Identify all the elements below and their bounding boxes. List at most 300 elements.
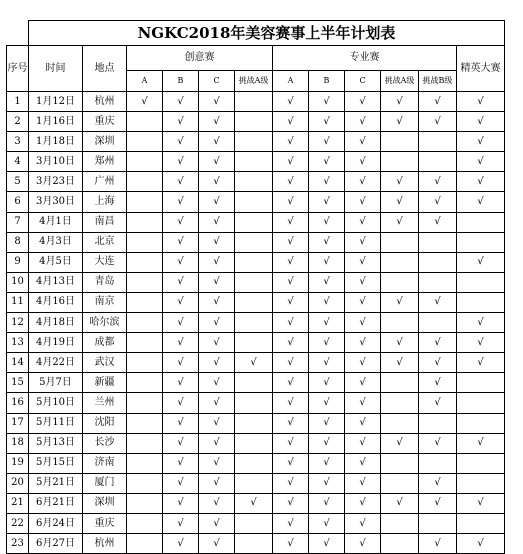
row-city: 南京 — [83, 292, 127, 312]
row-date: 5月21日 — [29, 473, 83, 493]
table-row — [7, 192, 505, 212]
table-row — [7, 313, 505, 333]
check-mark: √ — [419, 292, 457, 312]
empty-cell — [235, 232, 273, 252]
check-mark: √ — [309, 232, 345, 252]
check-mark: √ — [163, 292, 199, 312]
empty-cell — [235, 152, 273, 172]
header-pro-a: A — [273, 71, 309, 92]
row-date: 4月16日 — [29, 292, 83, 312]
check-mark: √ — [309, 353, 345, 373]
check-mark: √ — [309, 252, 345, 272]
check-mark: √ — [199, 534, 235, 554]
empty-cell — [235, 92, 273, 112]
empty-cell — [419, 513, 457, 533]
row-number: 21 — [7, 493, 29, 513]
check-mark: √ — [273, 413, 309, 433]
table-row — [7, 473, 505, 493]
header-creative: 创意赛 — [127, 46, 273, 71]
check-mark: √ — [163, 473, 199, 493]
check-mark: √ — [163, 313, 199, 333]
title-row — [7, 21, 505, 46]
check-mark: √ — [199, 353, 235, 373]
empty-cell — [235, 272, 273, 292]
table-row — [7, 152, 505, 172]
check-mark: √ — [163, 393, 199, 413]
check-mark: √ — [345, 212, 381, 232]
empty-cell — [127, 272, 163, 292]
table-row — [7, 453, 505, 473]
row-city: 沈阳 — [83, 413, 127, 433]
row-number: 14 — [7, 353, 29, 373]
empty-cell — [235, 333, 273, 353]
check-mark: √ — [419, 433, 457, 453]
check-mark: √ — [345, 252, 381, 272]
check-mark: √ — [163, 112, 199, 132]
check-mark: √ — [381, 92, 419, 112]
check-mark: √ — [419, 534, 457, 554]
empty-cell — [235, 313, 273, 333]
empty-cell — [235, 433, 273, 453]
row-city: 上海 — [83, 192, 127, 212]
header-professional: 专业赛 — [273, 46, 457, 71]
check-mark: √ — [163, 132, 199, 152]
row-number: 16 — [7, 393, 29, 413]
check-mark: √ — [457, 192, 505, 212]
empty-cell — [381, 413, 419, 433]
check-mark: √ — [273, 333, 309, 353]
row-date: 5月13日 — [29, 433, 83, 453]
empty-cell — [381, 393, 419, 413]
check-mark: √ — [419, 172, 457, 192]
check-mark: √ — [199, 373, 235, 393]
check-mark: √ — [457, 152, 505, 172]
empty-cell — [235, 373, 273, 393]
check-mark: √ — [381, 353, 419, 373]
table-row — [7, 112, 505, 132]
row-city: 大连 — [83, 252, 127, 272]
check-mark: √ — [309, 172, 345, 192]
row-number: 2 — [7, 112, 29, 132]
check-mark: √ — [381, 333, 419, 353]
check-mark: √ — [199, 313, 235, 333]
row-date: 3月30日 — [29, 192, 83, 212]
table-row — [7, 212, 505, 232]
check-mark: √ — [345, 393, 381, 413]
check-mark: √ — [345, 433, 381, 453]
empty-cell — [235, 292, 273, 312]
row-city: 杭州 — [83, 534, 127, 554]
check-mark: √ — [345, 192, 381, 212]
header-place: 地点 — [83, 46, 127, 92]
check-mark: √ — [381, 212, 419, 232]
check-mark: √ — [309, 192, 345, 212]
table-row — [7, 534, 505, 554]
empty-cell — [127, 513, 163, 533]
row-date: 4月1日 — [29, 212, 83, 232]
row-number: 18 — [7, 433, 29, 453]
row-number: 19 — [7, 453, 29, 473]
check-mark: √ — [309, 272, 345, 292]
check-mark: √ — [457, 433, 505, 453]
empty-cell — [419, 272, 457, 292]
check-mark: √ — [457, 333, 505, 353]
check-mark: √ — [345, 373, 381, 393]
empty-cell — [457, 453, 505, 473]
check-mark: √ — [199, 212, 235, 232]
row-number: 15 — [7, 373, 29, 393]
check-mark: √ — [381, 192, 419, 212]
check-mark: √ — [199, 132, 235, 152]
check-mark: √ — [419, 112, 457, 132]
empty-cell — [127, 473, 163, 493]
check-mark: √ — [235, 353, 273, 373]
check-mark: √ — [199, 112, 235, 132]
check-mark: √ — [309, 132, 345, 152]
empty-cell — [235, 513, 273, 533]
check-mark: √ — [199, 92, 235, 112]
check-mark: √ — [345, 473, 381, 493]
empty-cell — [235, 453, 273, 473]
row-city: 兰州 — [83, 393, 127, 413]
check-mark: √ — [273, 493, 309, 513]
header-pro-b: B — [309, 71, 345, 92]
check-mark: √ — [199, 473, 235, 493]
check-mark: √ — [345, 172, 381, 192]
check-mark: √ — [163, 212, 199, 232]
table-row — [7, 513, 505, 533]
check-mark: √ — [345, 232, 381, 252]
row-city: 深圳 — [83, 132, 127, 152]
header-pro-challenge-b: 挑战B级 — [419, 71, 457, 92]
check-mark: √ — [345, 353, 381, 373]
check-mark: √ — [457, 132, 505, 152]
empty-cell — [381, 252, 419, 272]
check-mark: √ — [199, 393, 235, 413]
check-mark: √ — [273, 393, 309, 413]
empty-cell — [381, 473, 419, 493]
row-city: 郑州 — [83, 152, 127, 172]
header-pro-c: C — [345, 71, 381, 92]
check-mark: √ — [345, 513, 381, 533]
check-mark: √ — [199, 272, 235, 292]
check-mark: √ — [163, 453, 199, 473]
check-mark: √ — [273, 112, 309, 132]
check-mark: √ — [163, 413, 199, 433]
check-mark: √ — [273, 232, 309, 252]
row-city: 长沙 — [83, 433, 127, 453]
check-mark: √ — [309, 373, 345, 393]
check-mark: √ — [457, 353, 505, 373]
check-mark: √ — [345, 333, 381, 353]
empty-cell — [381, 232, 419, 252]
check-mark: √ — [163, 232, 199, 252]
empty-cell — [419, 313, 457, 333]
check-mark: √ — [309, 473, 345, 493]
check-mark: √ — [381, 433, 419, 453]
empty-cell — [457, 292, 505, 312]
header-pro-challenge-a: 挑战A级 — [381, 71, 419, 92]
check-mark: √ — [199, 292, 235, 312]
table-row — [7, 493, 505, 513]
check-mark: √ — [163, 152, 199, 172]
empty-cell — [127, 353, 163, 373]
check-mark: √ — [273, 433, 309, 453]
row-date: 4月3日 — [29, 232, 83, 252]
empty-cell — [127, 453, 163, 473]
row-date: 1月18日 — [29, 132, 83, 152]
row-city: 重庆 — [83, 112, 127, 132]
table-row — [7, 252, 505, 272]
empty-cell — [127, 252, 163, 272]
table-row — [7, 393, 505, 413]
table-row — [7, 232, 505, 252]
table-row — [7, 433, 505, 453]
check-mark: √ — [273, 152, 309, 172]
check-mark: √ — [345, 313, 381, 333]
check-mark: √ — [309, 493, 345, 513]
empty-cell — [381, 534, 419, 554]
check-mark: √ — [199, 252, 235, 272]
check-mark: √ — [199, 192, 235, 212]
empty-cell — [127, 493, 163, 513]
check-mark: √ — [273, 453, 309, 473]
row-number: 23 — [7, 534, 29, 554]
check-mark: √ — [273, 192, 309, 212]
check-mark: √ — [457, 112, 505, 132]
check-mark: √ — [163, 333, 199, 353]
row-number: 1 — [7, 92, 29, 112]
check-mark: √ — [457, 493, 505, 513]
empty-cell — [457, 212, 505, 232]
row-date: 6月21日 — [29, 493, 83, 513]
check-mark: √ — [419, 373, 457, 393]
empty-cell — [235, 132, 273, 152]
empty-cell — [419, 453, 457, 473]
row-city: 新疆 — [83, 373, 127, 393]
check-mark: √ — [163, 172, 199, 192]
check-mark: √ — [199, 152, 235, 172]
empty-cell — [457, 513, 505, 533]
empty-cell — [381, 453, 419, 473]
header-row-1 — [7, 46, 505, 71]
check-mark: √ — [199, 232, 235, 252]
row-date: 4月13日 — [29, 272, 83, 292]
empty-cell — [419, 232, 457, 252]
table-row — [7, 292, 505, 312]
check-mark: √ — [273, 172, 309, 192]
check-mark: √ — [309, 413, 345, 433]
check-mark: √ — [163, 493, 199, 513]
check-mark: √ — [309, 393, 345, 413]
empty-cell — [381, 313, 419, 333]
check-mark: √ — [163, 513, 199, 533]
check-mark: √ — [457, 92, 505, 112]
table-row — [7, 272, 505, 292]
header-creative-c: C — [199, 71, 235, 92]
sheet-title: NGKC2018年美容赛事上半年计划表 — [29, 21, 505, 46]
check-mark: √ — [381, 292, 419, 312]
check-mark: √ — [199, 513, 235, 533]
header-seq: 序号 — [7, 46, 29, 92]
check-mark: √ — [273, 92, 309, 112]
row-number: 10 — [7, 272, 29, 292]
row-number: 5 — [7, 172, 29, 192]
row-date: 4月18日 — [29, 313, 83, 333]
empty-cell — [127, 333, 163, 353]
empty-cell — [127, 132, 163, 152]
check-mark: √ — [345, 112, 381, 132]
check-mark: √ — [199, 413, 235, 433]
empty-cell — [457, 473, 505, 493]
row-city: 厦门 — [83, 473, 127, 493]
check-mark: √ — [381, 172, 419, 192]
check-mark: √ — [199, 333, 235, 353]
header-elite: 精英大赛 — [457, 46, 505, 92]
check-mark: √ — [419, 333, 457, 353]
empty-cell — [127, 172, 163, 192]
empty-cell — [127, 292, 163, 312]
check-mark: √ — [457, 252, 505, 272]
empty-cell — [127, 313, 163, 333]
check-mark: √ — [273, 212, 309, 232]
check-mark: √ — [309, 433, 345, 453]
empty-cell — [457, 232, 505, 252]
check-mark: √ — [273, 513, 309, 533]
table-row — [7, 132, 505, 152]
check-mark: √ — [309, 92, 345, 112]
empty-cell — [457, 413, 505, 433]
check-mark: √ — [163, 534, 199, 554]
row-number: 7 — [7, 212, 29, 232]
row-city: 南昌 — [83, 212, 127, 232]
check-mark: √ — [345, 92, 381, 112]
check-mark: √ — [163, 252, 199, 272]
header-creative-a: A — [127, 71, 163, 92]
check-mark: √ — [457, 534, 505, 554]
row-date: 5月15日 — [29, 453, 83, 473]
empty-cell — [235, 112, 273, 132]
header-time: 时间 — [29, 46, 83, 92]
check-mark: √ — [199, 453, 235, 473]
table-row — [7, 413, 505, 433]
check-mark: √ — [235, 493, 273, 513]
row-city: 青岛 — [83, 272, 127, 292]
check-mark: √ — [345, 453, 381, 473]
empty-cell — [127, 192, 163, 212]
empty-cell — [127, 373, 163, 393]
check-mark: √ — [419, 393, 457, 413]
table-row — [7, 92, 505, 112]
empty-cell — [127, 534, 163, 554]
check-mark: √ — [163, 192, 199, 212]
check-mark: √ — [309, 453, 345, 473]
empty-cell — [235, 172, 273, 192]
check-mark: √ — [309, 513, 345, 533]
empty-cell — [235, 534, 273, 554]
empty-cell — [127, 393, 163, 413]
check-mark: √ — [199, 172, 235, 192]
check-mark: √ — [309, 333, 345, 353]
check-mark: √ — [163, 92, 199, 112]
empty-cell — [127, 413, 163, 433]
table-row — [7, 373, 505, 393]
check-mark: √ — [163, 433, 199, 453]
row-city: 深圳 — [83, 493, 127, 513]
header-creative-b: B — [163, 71, 199, 92]
row-city: 武汉 — [83, 353, 127, 373]
empty-cell — [457, 272, 505, 292]
check-mark: √ — [419, 353, 457, 373]
empty-cell — [381, 132, 419, 152]
row-date: 1月16日 — [29, 112, 83, 132]
table-row — [7, 353, 505, 373]
check-mark: √ — [273, 252, 309, 272]
empty-cell — [127, 433, 163, 453]
check-mark: √ — [419, 192, 457, 212]
row-date: 4月5日 — [29, 252, 83, 272]
empty-cell — [419, 152, 457, 172]
check-mark: √ — [273, 534, 309, 554]
empty-cell — [419, 413, 457, 433]
check-mark: √ — [309, 313, 345, 333]
row-city: 重庆 — [83, 513, 127, 533]
check-mark: √ — [381, 493, 419, 513]
empty-cell — [127, 232, 163, 252]
check-mark: √ — [273, 473, 309, 493]
check-mark: √ — [273, 292, 309, 312]
empty-cell — [235, 413, 273, 433]
row-city: 成都 — [83, 333, 127, 353]
header-creative-challenge-a: 挑战A级 — [235, 71, 273, 92]
check-mark: √ — [163, 272, 199, 292]
empty-cell — [381, 373, 419, 393]
row-number: 9 — [7, 252, 29, 272]
row-date: 3月10日 — [29, 152, 83, 172]
schedule-table — [6, 20, 505, 554]
check-mark: √ — [309, 152, 345, 172]
row-number: 11 — [7, 292, 29, 312]
row-city: 广州 — [83, 172, 127, 192]
empty-cell — [235, 192, 273, 212]
check-mark: √ — [419, 473, 457, 493]
row-number: 20 — [7, 473, 29, 493]
check-mark: √ — [273, 353, 309, 373]
empty-cell — [127, 212, 163, 232]
empty-cell — [457, 373, 505, 393]
check-mark: √ — [163, 353, 199, 373]
row-number: 17 — [7, 413, 29, 433]
check-mark: √ — [163, 373, 199, 393]
row-date: 6月24日 — [29, 513, 83, 533]
row-date: 3月23日 — [29, 172, 83, 192]
check-mark: √ — [273, 132, 309, 152]
check-mark: √ — [345, 272, 381, 292]
row-date: 5月10日 — [29, 393, 83, 413]
empty-cell — [381, 272, 419, 292]
row-date: 1月12日 — [29, 92, 83, 112]
check-mark: √ — [345, 292, 381, 312]
row-number: 8 — [7, 232, 29, 252]
check-mark: √ — [309, 292, 345, 312]
check-mark: √ — [381, 112, 419, 132]
row-date: 4月22日 — [29, 353, 83, 373]
check-mark: √ — [345, 493, 381, 513]
check-mark: √ — [345, 413, 381, 433]
check-mark: √ — [127, 92, 163, 112]
table-row — [7, 172, 505, 192]
empty-cell — [235, 393, 273, 413]
